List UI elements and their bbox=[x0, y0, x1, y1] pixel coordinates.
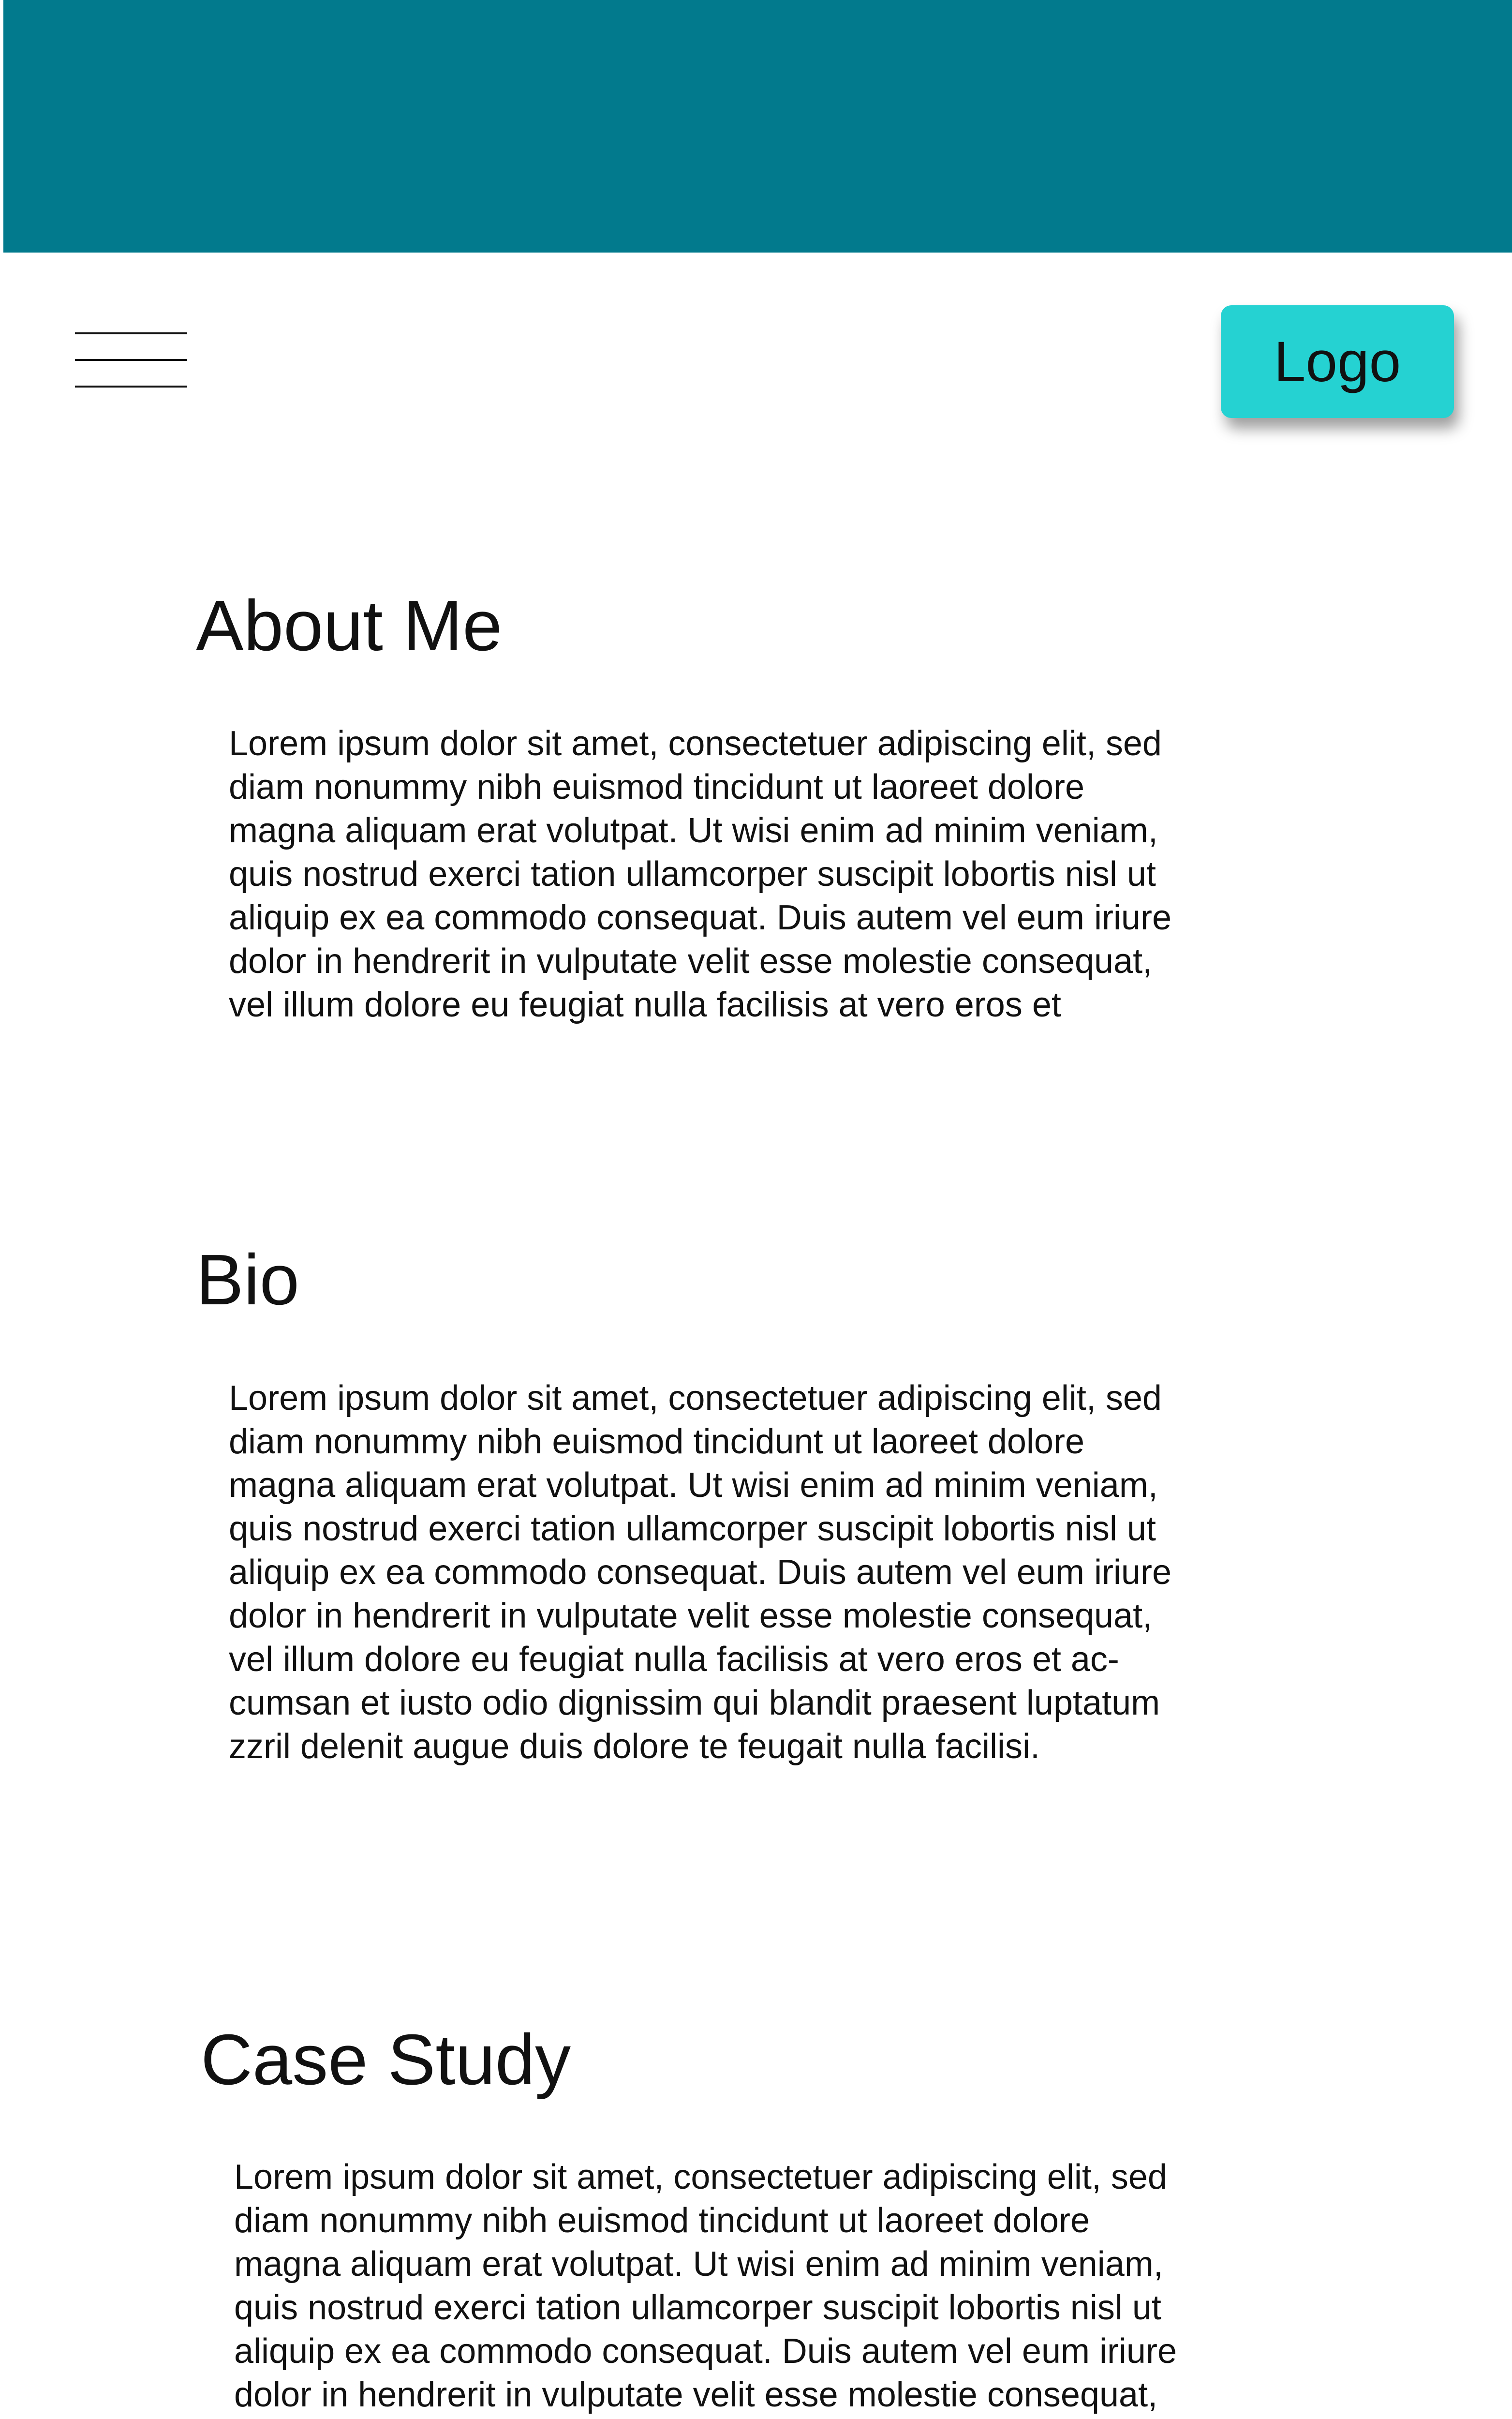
case-study-text: Lorem ipsum dolor sit amet, consectetuer adipiscing elit, sed diam nonummy nibh euismod tincidunt ut laoreet dolore magna aliquam erat volutpat. Ut wisi enim ad minim veniam, quis nostrud exerci tation ullamcorper suscipit lobortis nisl ut aliquip ex ea commodo consequat. Duis autem vel eum iriure dolor in hendrerit in vulputate velit esse molestie consequat, bbox=[234, 2158, 1177, 2414]
menu-bar-middle bbox=[75, 359, 187, 361]
logo-button[interactable]: Logo bbox=[1221, 305, 1454, 418]
about-me-heading: About Me bbox=[196, 586, 503, 666]
case-study-heading: Case Study bbox=[201, 2020, 571, 2100]
bio-heading: Bio bbox=[196, 1240, 299, 1320]
top-banner bbox=[3, 0, 1512, 253]
bio-text: Lorem ipsum dolor sit amet, consectetuer adipiscing elit, sed diam nonummy nibh euismod tincidunt ut laoreet dolore magna aliquam erat volutpat. Ut wisi enim ad minim veniam, quis nostrud exerci tation ullamcorper suscipit lobortis nisl ut aliquip ex ea commodo consequat. Duis autem vel eum iriure dolor in hendrerit in vulputate velit esse molestie consequat, vel illum dolore eu feugiat nulla facilisis at vero eros et ac- cumsan et iusto odio dignissim qui blandit praesent luptatum zzril delenit augue duis dolore te feugait nulla facilisi. bbox=[229, 1379, 1171, 1766]
menu-bar-bottom bbox=[75, 386, 187, 388]
hamburger-menu-icon[interactable] bbox=[75, 332, 187, 389]
about-me-text: Lorem ipsum dolor sit amet, consectetuer adipiscing elit, sed diam nonummy nibh euismod tincidunt ut laoreet dolore magna aliquam erat volutpat. Ut wisi enim ad minim veniam, quis nostrud exerci tation ullamcorper suscipit lobortis nisl ut aliquip ex ea commodo consequat. Duis autem vel eum iriure dolor in hendrerit in vulputate velit esse molestie consequat, vel illum dolore eu feugiat nulla facilisis at vero eros et bbox=[229, 724, 1171, 1024]
menu-bar-top bbox=[75, 332, 187, 334]
